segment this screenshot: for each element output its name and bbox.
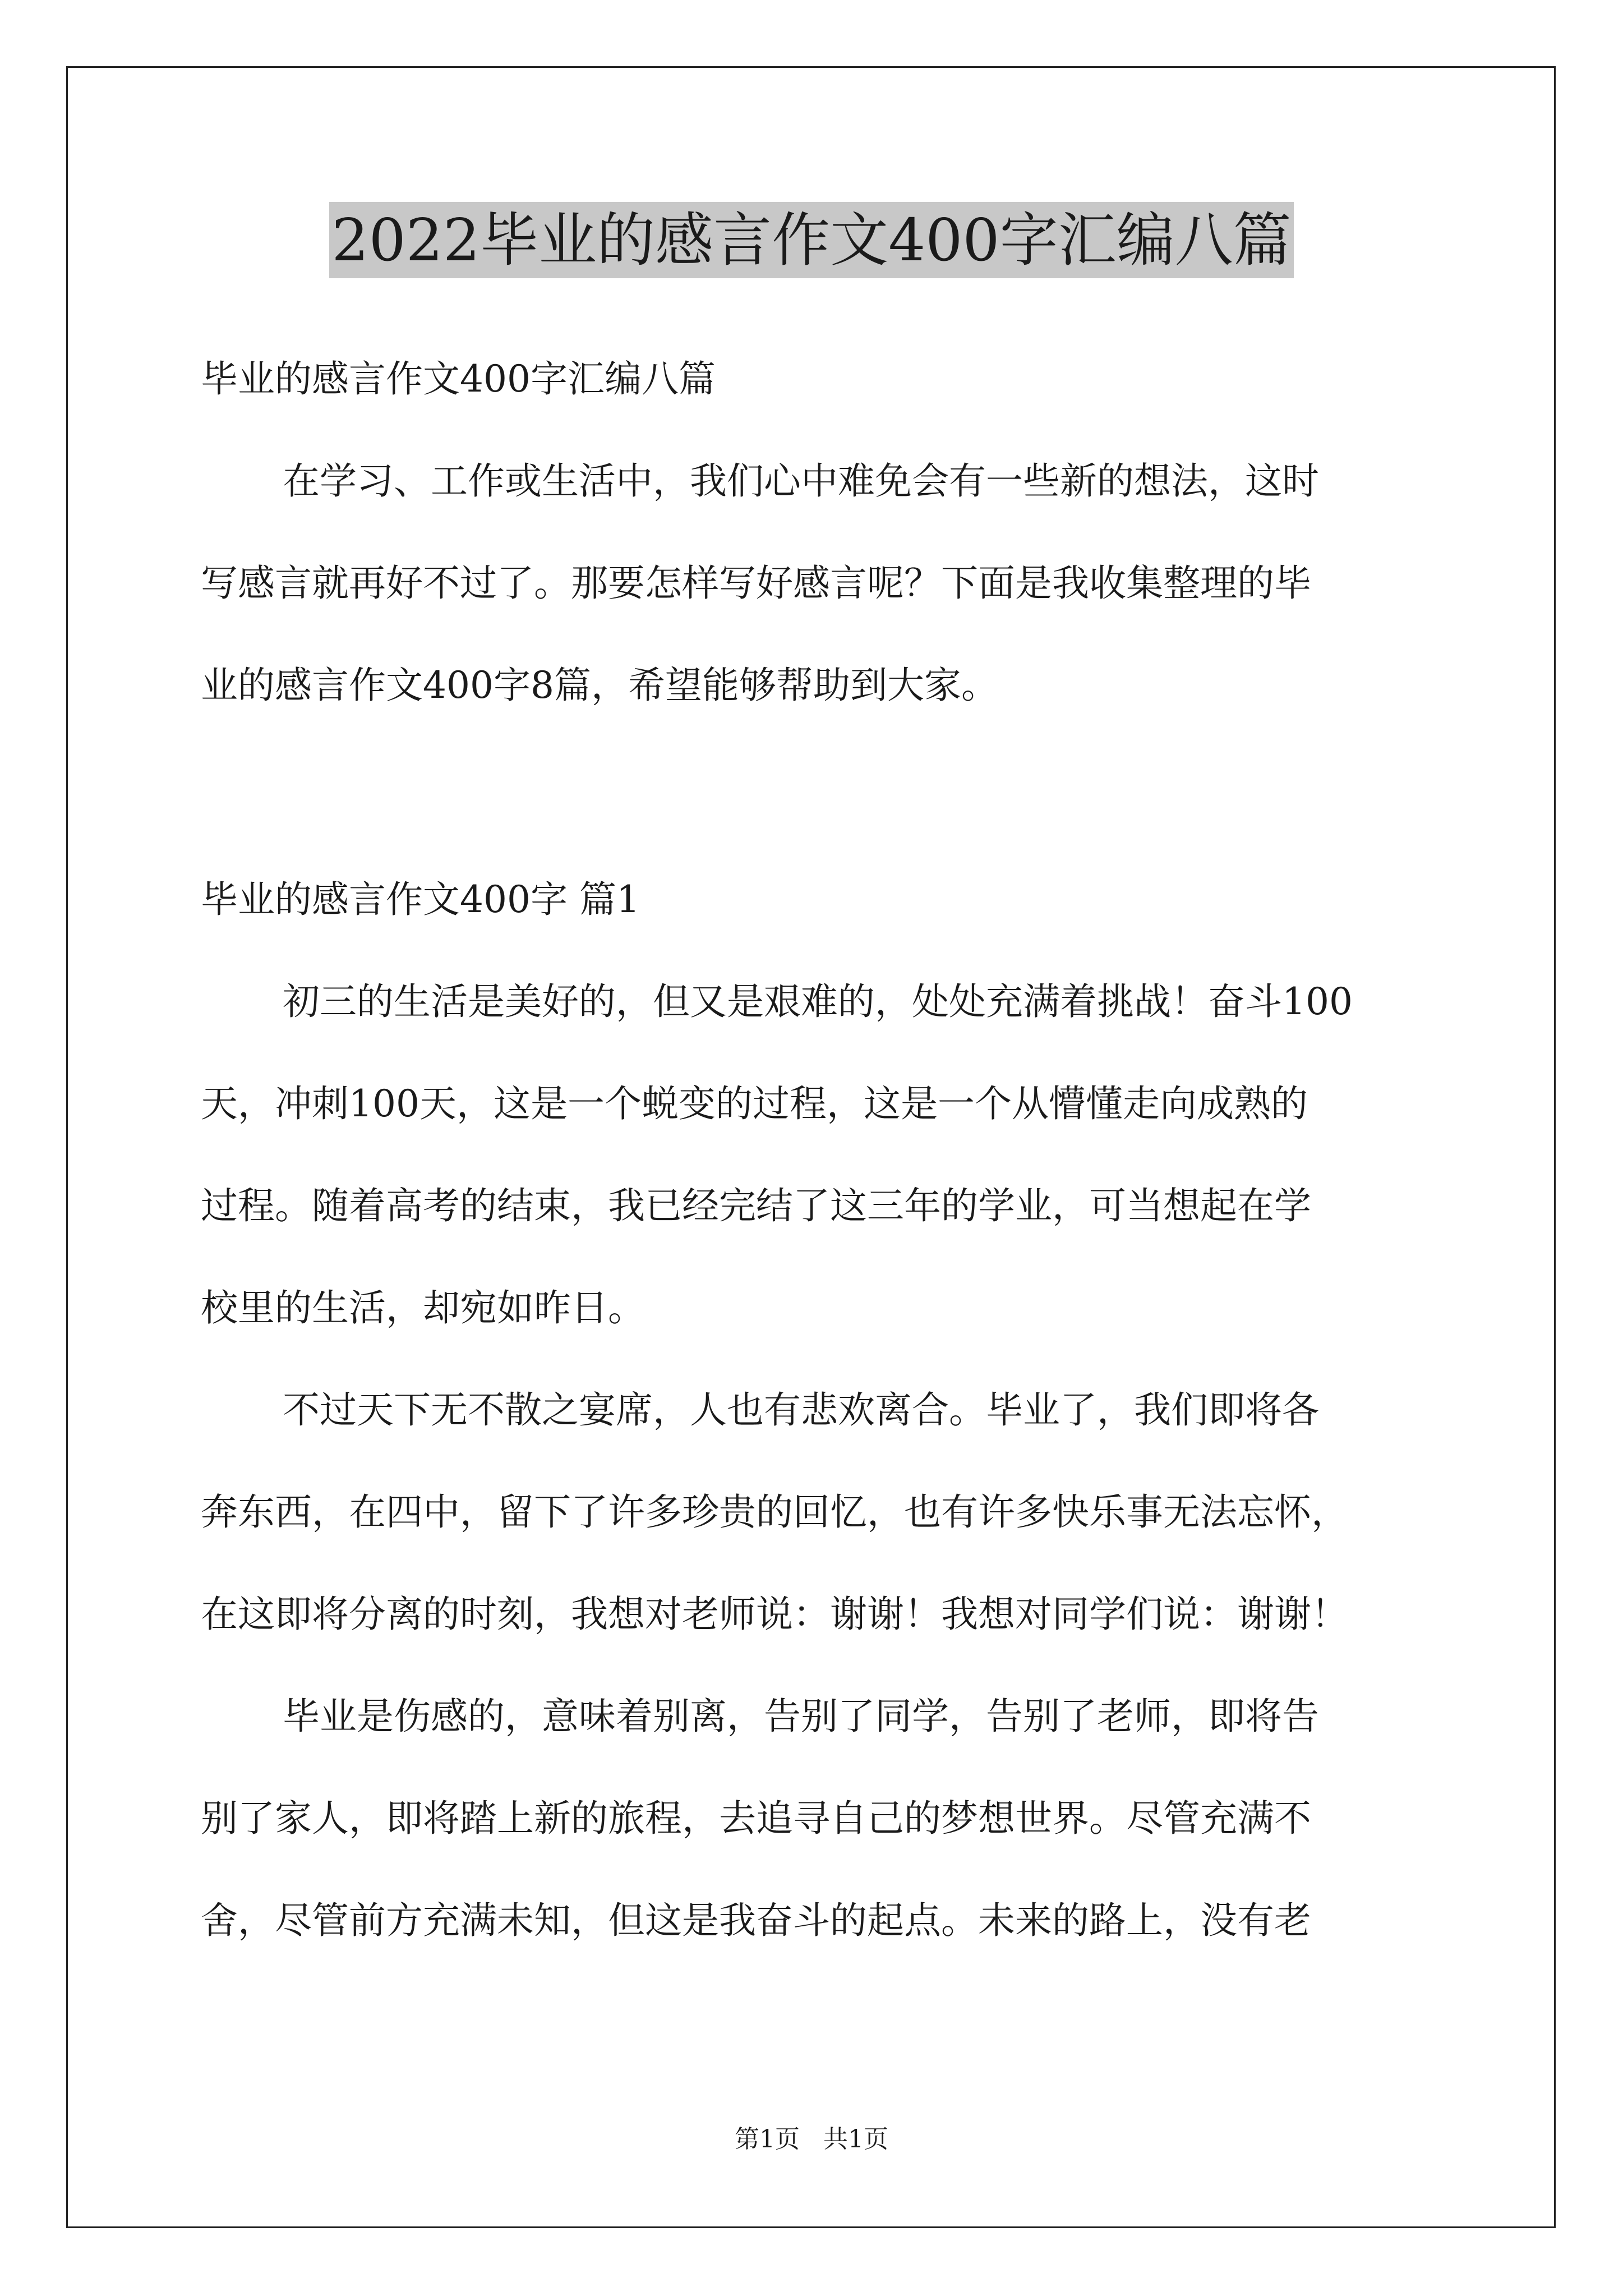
page-total: 共1页 (823, 2125, 888, 2154)
paragraph-line: 不过天下无不散之宴席，人也有悲欢离合。毕业了，我们即将各 (283, 1388, 1319, 1432)
paragraph-line: 别了家人，即将踏上新的旅程，去追寻自己的梦想世界。尽管充满不 (201, 1797, 1311, 1840)
document-title: 2022毕业的感言作文400字汇编八篇 (329, 202, 1293, 278)
paragraph-line: 天，冲刺100天，这是一个蜕变的过程，这是一个从懵懂走向成熟的 (201, 1082, 1308, 1125)
page-number: 第1页 (735, 2125, 800, 2154)
subtitle: 毕业的感言作文400字汇编八篇 (201, 357, 716, 401)
section-heading: 毕业的感言作文400字 篇1 (201, 878, 640, 921)
intro-line: 写感言就再好不过了。那要怎样写好感言呢？下面是我收集整理的毕 (201, 562, 1311, 605)
intro-line: 业的感言作文400字8篇，希望能够帮助到大家。 (201, 664, 998, 707)
page-footer (0, 2124, 1623, 2155)
paragraph-line: 毕业是伤感的，意味着别离，告别了同学，告别了老师，即将告 (283, 1695, 1319, 1738)
paragraph-line: 舍，尽管前方充满未知，但这是我奋斗的起点。未来的路上，没有老 (201, 1899, 1311, 1942)
intro-line: 在学习、工作或生活中，我们心中难免会有一些新的想法，这时 (283, 459, 1319, 503)
title-container (0, 202, 1623, 278)
paragraph-line: 过程。随着高考的结束，我已经完结了这三年的学业，可当想起在学 (201, 1184, 1311, 1227)
paragraph-line: 奔东西，在四中，留下了许多珍贵的回忆，也有许多快乐事无法忘怀， (201, 1490, 1348, 1534)
paragraph-line: 初三的生活是美好的，但又是艰难的，处处充满着挑战！奋斗100 (283, 980, 1353, 1023)
paragraph-line: 在这即将分离的时刻，我想对老师说：谢谢！我想对同学们说：谢谢！ (201, 1593, 1348, 1636)
paragraph-line: 校里的生活，却宛如昨日。 (201, 1286, 645, 1329)
